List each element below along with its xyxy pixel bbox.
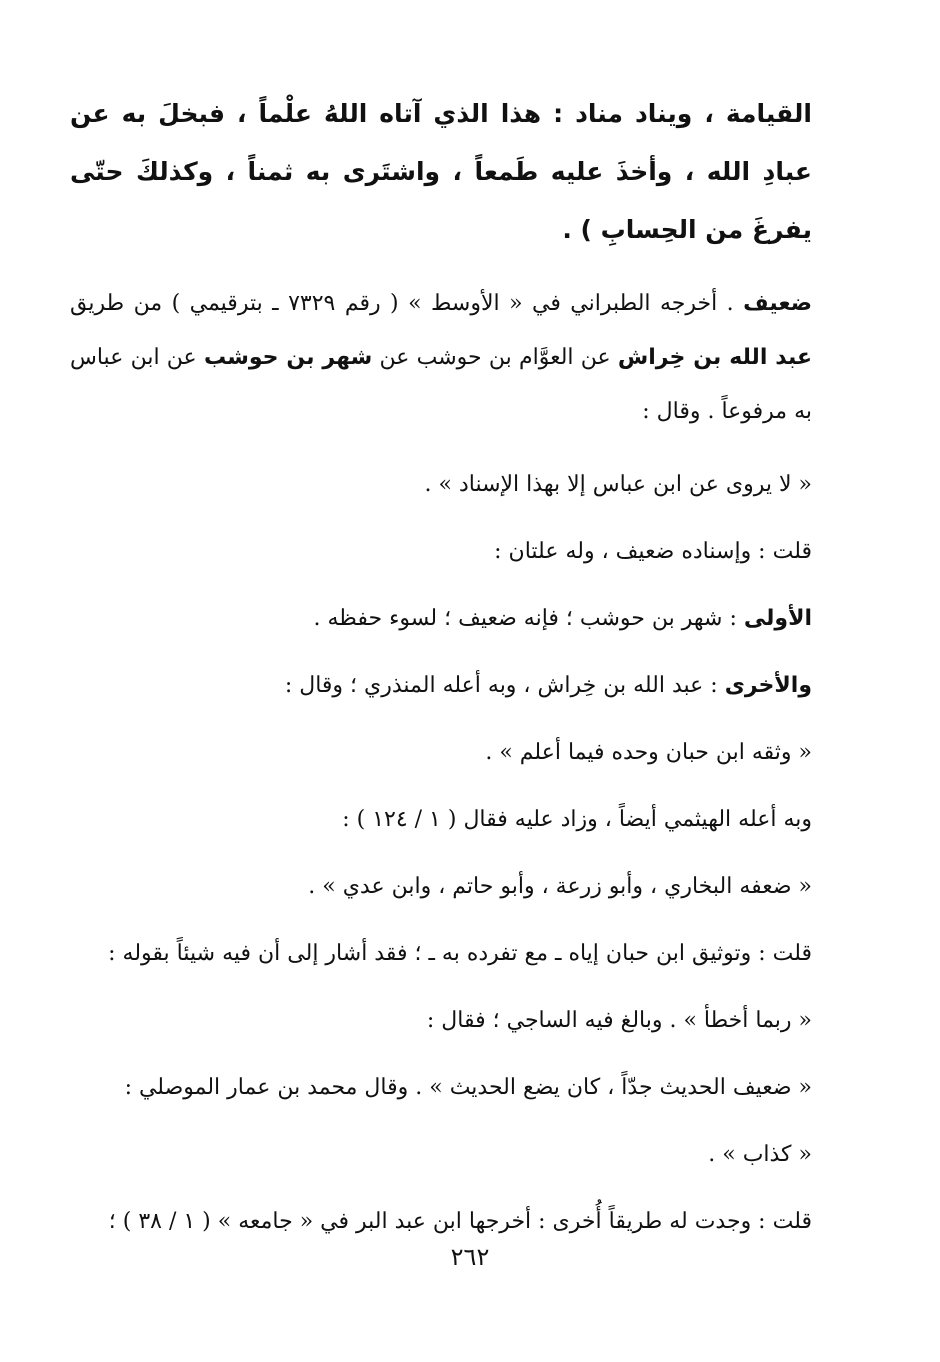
text-line: « ربما أخطأ » . وبالغ فيه الساجي ؛ فقال : [426, 1008, 812, 1033]
line-lead: والأخرى [724, 673, 812, 698]
page-number: ٢٦٢ [450, 1243, 490, 1271]
hadith-text: القيامة ، ويناد مناد : هذا الذي آتاه اللهُ علْماً ، فبخلَ به عن عبادِ الله ، وأخذَ عليه طَمعاً ، واشتَرى به ثمناً ، وكذلكَ حتّى يفرغَ من الحِسابِ ) . [70, 99, 812, 244]
takhrij-paragraph [70, 277, 812, 439]
takhrij-text-1: . أخرجه الطبراني في « الأوسط » ( رقم ٧٣٢٩ ـ بترقيمي ) من طريق [70, 291, 744, 316]
narrator-name-1: عبد الله بن خِراش [617, 345, 812, 370]
text-line: « ضعفه البخاري ، وأبو زرعة ، وأبو حاتم ، وابن عدي » . [308, 874, 812, 899]
grade-label: ضعيف [743, 291, 812, 316]
text-line: « كذاب » . [708, 1142, 812, 1167]
text-line: « لا يروى عن ابن عباس إلا بهذا الإسناد » . [424, 472, 812, 497]
line-lead: الأولى [743, 606, 812, 631]
narrator-name-2: شهر بن حوشب [203, 345, 373, 370]
text-line: قلت : وتوثيق ابن حبان إياه ـ مع تفرده به ـ ؛ فقد أشار إلى أن فيه شيئاً بقوله : [108, 941, 812, 966]
line-text: : عبد الله بن خِراش ، وبه أعله المنذري ؛ وقال : [284, 673, 725, 698]
line-text: : شهر بن حوشب ؛ فإنه ضعيف ؛ لسوء حفظه . [313, 606, 744, 631]
book-page [70, 85, 812, 1275]
text-line [70, 652, 812, 719]
text-line: « ضعيف الحديث جدّاً ، كان يضع الحديث » . وقال محمد بن عمار الموصلي : [124, 1075, 812, 1100]
text-line: وبه أعله الهيثمي أيضاً ، وزاد عليه فقال ( ١ / ١٢٤ ) : [342, 807, 812, 832]
text-line: قلت : وجدت له طريقاً أُخرى : أخرجها ابن عبد البر في « جامعه » ( ١ / ٣٨ ) ؛ [108, 1209, 812, 1234]
text-line [70, 585, 812, 652]
takhrij-text-2: عن العوَّام بن حوشب عن [372, 345, 618, 370]
text-line: قلت : وإسناده ضعيف ، وله علتان : [494, 539, 812, 564]
text-line: « وثقه ابن حبان وحده فيما أعلم » . [485, 740, 812, 765]
takhrij-text-3: عن ابن عباس به مرفوعاً . وقال : [70, 345, 812, 424]
